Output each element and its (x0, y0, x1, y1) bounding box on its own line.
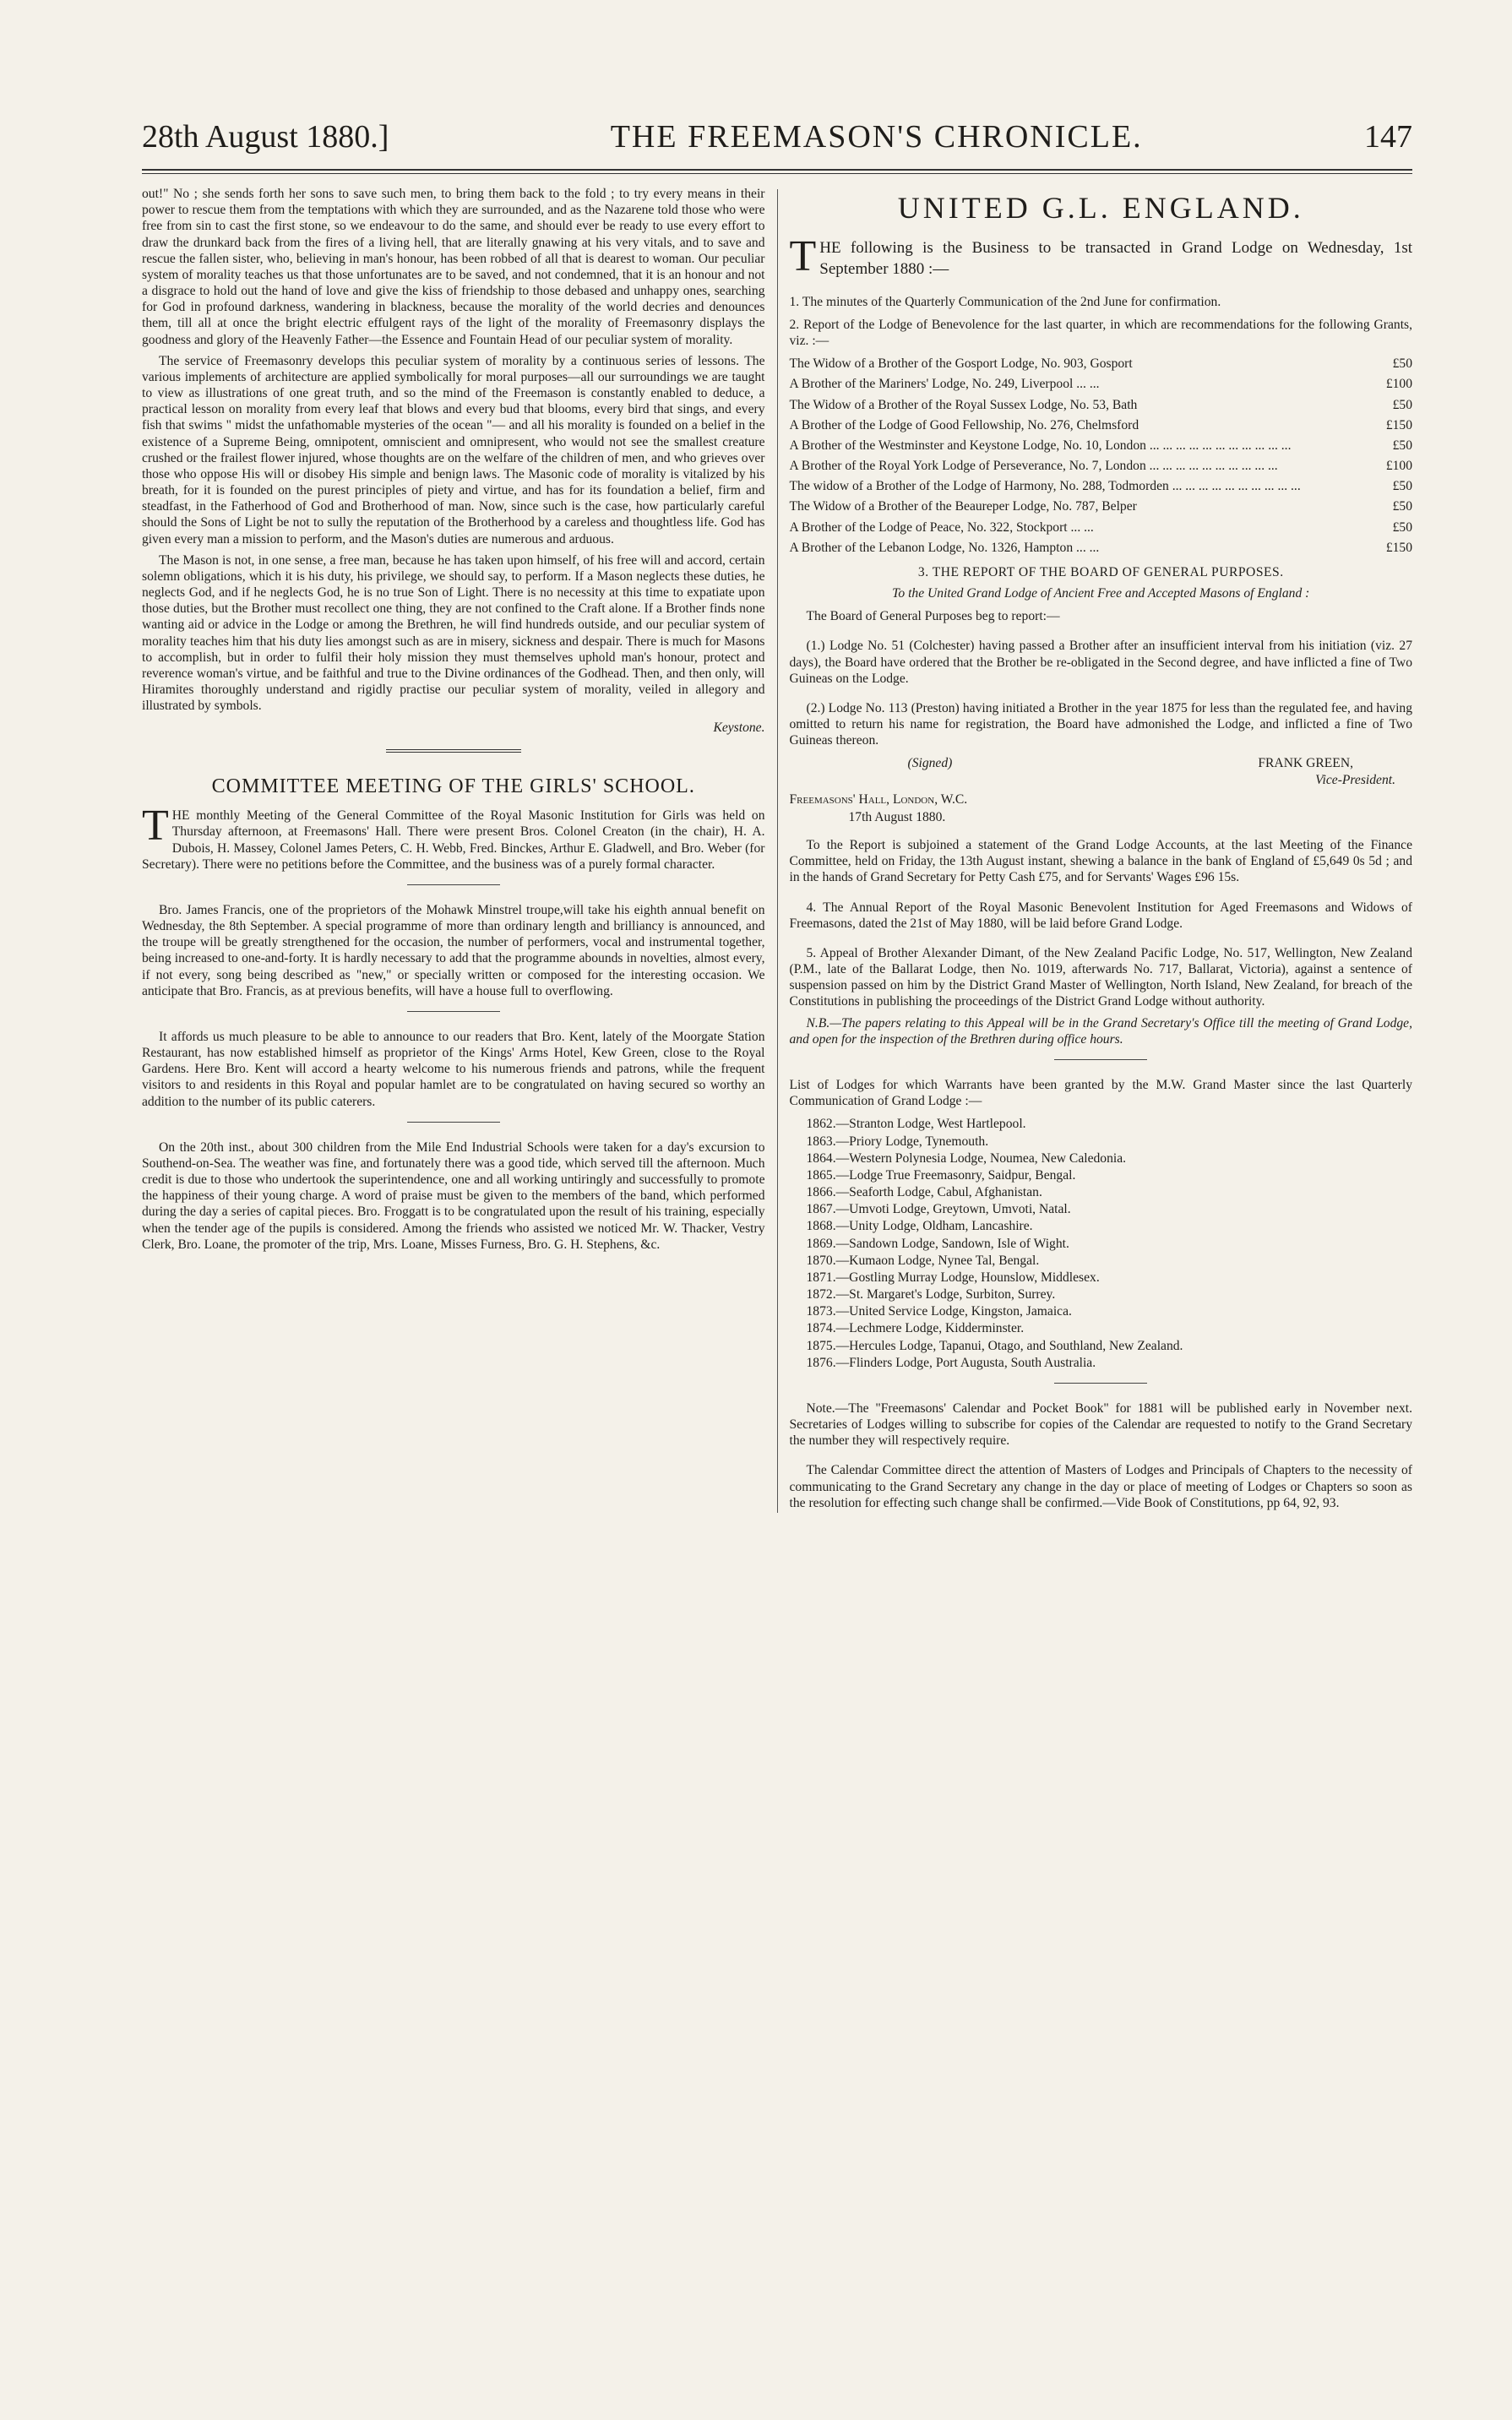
page-number: 147 (1363, 119, 1412, 155)
header-rule (142, 169, 1412, 174)
signed-name: FRANK GREEN, (1258, 756, 1353, 771)
drop-cap: T (789, 232, 817, 281)
article-paragraph: The Mason is not, in one sense, a free man, because he has taken upon himself, of his free will and accord, certain solemn obligations, which it is his duty, his privilege, we should say, to perform. If a Mason neglects these duties, he neglects God, and if he neglects God, he is no true Son of Light. There is no necessity at this time to expatiate upon those duties, but the Brother must recollect one thing, they are not confined to the Craft alone. If a Brother finds none wanting aid or advice in the Lodge or among the Brethren, he will find hundreds outside, and our peculiar system of morality teaches him that his duty lies amongst such as are in misery, sickness and despair. There is much for Masons to accomplish, but in order to fulfil their holy mission they must themselves uphold man's honour, protect and reverence woman's virtue, and be faithful and true to the Divine ordinances of the Godhead. Then, and then only, will Hiramites thoroughly understand and rigidly practise our peculiar system of morality, veiled in allegory and illustrated by symbols. (142, 552, 765, 714)
intro-text: HE following is the Business to be transacted in Grand Lodge on Wednesday, 1st September 1880 :— (819, 239, 1412, 278)
report-date: 17th August 1880. (848, 809, 946, 824)
board-report-item-1: (1.) Lodge No. 51 (Colchester) having passed a Brother after an insufficient interval from his initiation (viz. 27 days), the Board have ordered that the Brother be re-obligated in the Second degree, and have inflicted a fine of Two Guineas on the Lodge. (789, 639, 1412, 686)
list-item: 1863.—Priory Lodge, Tynemouth. (806, 1134, 989, 1149)
board-report-lead: The Board of General Purposes beg to report:— (806, 609, 1060, 624)
section-divider (386, 749, 521, 753)
list-item: 1870.—Kumaon Lodge, Nynee Tal, Bengal. (806, 1253, 1040, 1268)
agenda-item-1: 1. The minutes of the Quarterly Communication of the 2nd June for confirmation. (789, 294, 1221, 309)
grant-row: A Brother of the Lebanon Lodge, No. 1326, Hampton ... ... £150 (789, 540, 1412, 555)
columns (142, 186, 1412, 1516)
agenda-item-2: 2. Report of the Lodge of Benevolence for the last quarter, in which are recommendations for the following Grants, viz. :— (789, 317, 1412, 348)
accounts-paragraph: To the Report is subjoined a statement of the Grand Lodge Accounts, at the last Meeting of the Finance Committee, held on Friday, the 13th August instant, shewing a balance in the bank of England of £5,649 0s 5d ; and in the hands of Grand Secretary for Petty Cash £75, and for Servants' Wages £96 15s. (789, 838, 1412, 885)
board-report-address: To the United Grand Lodge of Ancient Free and Accepted Masons of England : (892, 586, 1310, 601)
grant-row: A Brother of the Lodge of Peace, No. 322, Stockport ... ... £50 (789, 519, 1412, 535)
appeal-note: N.B.—The papers relating to this Appeal will be in the Grand Secretary's Office till the meeting of Grand Lodge, and open for the inspection of the Brethren during office hours. (789, 1015, 1412, 1047)
list-item: 1868.—Unity Lodge, Oldham, Lancashire. (806, 1219, 1033, 1234)
grand-lodge-heading: UNITED G.L. ENGLAND. (897, 191, 1304, 225)
grants-list (790, 356, 1413, 556)
mohawk-paragraph: Bro. James Francis, one of the proprietors of the Mohawk Minstrel troupe,will take his eighth annual benefit on Wednesday, the 8th September. A special programme of more than ordinary length and brilliancy is announced, and the troupe will be greatly strengthened for the occasion, the number of performers, vocal and instrumental together, being increased to one-and-forty. It is hardly necessary to add that the programme abounds in novelties, almost every, if not every, song being described as "new," or specially written or composed for the interesting occasion. We anticipate that Bro. Francis, as at previous benefits, will have a house full to overflowing. (142, 902, 765, 998)
address-line: Freemasons' Hall, London, W.C. (789, 791, 968, 807)
list-item: 1874.—Lechmere Lodge, Kidderminster. (806, 1321, 1025, 1336)
publication-title: THE FREEMASON'S CHRONICLE. (610, 119, 1143, 155)
list-item: 1875.—Hercules Lodge, Tapanui, Otago, and Southland, New Zealand. (806, 1338, 1183, 1353)
grant-row: The Widow of a Brother of the Royal Sussex Lodge, No. 53, Bath £50 (789, 397, 1412, 412)
list-item: 1876.—Flinders Lodge, Port Augusta, South Australia. (806, 1355, 1096, 1370)
kent-paragraph: It affords us much pleasure to be able to announce to our readers that Bro. Kent, lately of the Moorgate Station Restaurant, has now established himself as proprietor of the Kings' Arms Hotel, Kew Green, close to the Royal Gardens. Here Bro. Kent will accord a hearty welcome to his numerous friends and patrons, while the frequent visitors to and residents in this Royal and popular hamlet are to be congratulated on having secured so worthy an addition to the number of its public caterers. (142, 1029, 765, 1109)
mileend-paragraph: On the 20th inst., about 300 children from the Mile End Industrial Schools were taken for a day's excursion to Southend-on-Sea. The weather was fine, and fortunately there was a good tide, which served till the afternoon. Much credit is due to those who undertook the superintendence, one and all working untiringly and successfully to promote the happiness of their young charge. A word of praise must be given to the members of the band, which performed during the day a series of capital pieces. Bro. Froggatt is to be congratulated upon the result of his training, especially when the tender age of the pupils is considered. Among the friends who assisted we noticed Mr. W. Thacker, Vestry Clerk, Bro. Loane, the promoter of the trip, Mrs. Loane, Misses Furness, Bro. G. H. Stephens, &c. (142, 1139, 765, 1252)
section-divider (1054, 1383, 1147, 1384)
article-paragraph: The service of Freemasonry develops this peculiar system of morality by a continuous series of lessons. The various implements of architecture are applied symbolically for moral purposes—all our surroundings we are taught to view as illustrations of one great truth, and so the mind of the Freemason is constantly enabled to deduce, a practical lesson on morality from every leaf that blows and every bud that blooms, every bird that sings, and every fish that swims " midst the unfathomable mysteries of the ocean "— and all his morality is founded on a belief in the existence of a Supreme Being, omnipotent, omniscient and omnipresent, who would not see the smallest creature crushed or the frailest flower injured, whose thoughts are on the welfare of the children of men, and who grieves over those who oppose His will or disobey His simple and benign laws. The Masonic code of morality is vitalized by his breath, for it is founded on the purest principles of piety and virtue, and has for its foundation a belief, firm and steadfast, in the Fatherhood of God and Brotherhood of man. Now, since such is the case, how particularly careful should the Sons of Light be not to sully the reputation of the Brotherhood by a careless and thoughtless life. God has given every man a mission to perform, and the Mason's duties are numerous and arduous. (142, 353, 765, 547)
signed-label: (Signed) (907, 756, 953, 771)
left-column (142, 186, 765, 1516)
column-separator (777, 189, 778, 1513)
committee-text: HE monthly Meeting of the General Committee of the Royal Masonic Institution for Girls was held on Thursday afternoon, at Freemasons' Hall. There were present Bros. Colonel Creaton (in the chair), H. A. Dubois, H. Massey, Colonel James Peters, C. H. Webb, Fred. Binckes, Arthur E. Gladwell, and Bro. Weber (for Secretary). There were no petitions before the Committee, and the business was of a purely formal character. (142, 808, 765, 872)
warrants-intro: List of Lodges for which Warrants have been granted by the M.W. Grand Master since the last Quarterly Communication of Grand Lodge :— (789, 1078, 1412, 1109)
list-item: 1864.—Western Polynesia Lodge, Noumea, New Caledonia. (806, 1150, 1127, 1166)
list-item: 1871.—Gostling Murray Lodge, Hounslow, Middlesex. (806, 1270, 1100, 1285)
agenda-item-4: 4. The Annual Report of the Royal Masonic Benevolent Institution for Aged Freemasons and Widows of Freemasons, dated the 21st of May 1880, will be laid before Grand Lodge. (789, 900, 1412, 931)
grant-row: The Widow of a Brother of the Gosport Lodge, No. 903, Gosport £50 (789, 356, 1412, 372)
grant-row: A Brother of the Westminster and Keystone Lodge, No. 10, London ... ... ... ... ... ... ... ... ... ... ... £50 (789, 438, 1412, 453)
board-report-item-2: (2.) Lodge No. 113 (Preston) having initiated a Brother in the year 1875 for less than the regulated fee, and having omitted to return his name for registration, the Board have admonished the Lodge, and inflicted a fine of Two Guineas thereon. (789, 700, 1412, 748)
signed-title: Vice-President. (1315, 772, 1395, 787)
list-item: 1869.—Sandown Lodge, Sandown, Isle of Wight. (806, 1236, 1069, 1251)
grant-row: A Brother of the Royal York Lodge of Perseverance, No. 7, London ... ... ... ... ... ... ... ... ... ... £100 (789, 459, 1412, 474)
section-divider (1054, 1059, 1147, 1060)
drop-cap: T (142, 802, 169, 851)
article-signature: Keystone. (713, 720, 765, 735)
grant-row: A Brother of the Mariners' Lodge, No. 249, Liverpool ... ... £100 (789, 377, 1412, 392)
issue-date: 28th August 1880.] (142, 119, 389, 155)
section-divider (407, 1011, 500, 1012)
business-intro (789, 232, 1413, 281)
signature-block (790, 755, 1413, 771)
grant-row: The Widow of a Brother of the Beaureper Lodge, No. 787, Belper £50 (789, 499, 1412, 514)
section-divider (407, 884, 500, 885)
grant-row: A Brother of the Lodge of Good Fellowship, No. 276, Chelmsford £150 (789, 417, 1412, 432)
list-item: 1866.—Seaforth Lodge, Cabul, Afghanistan. (806, 1185, 1042, 1200)
list-item: 1867.—Umvoti Lodge, Greytown, Umvoti, Natal. (806, 1202, 1071, 1217)
calendar-committee-paragraph: The Calendar Committee direct the attention of Masters of Lodges and Principals of Chapters to the necessity of communicating to the Grand Secretary any change in the day or place of meeting of Lodges or Chapters so soon as the resolution for effecting such change shall be confirmed.—Vide Book of Constitutions, pp 64, 92, 93. (789, 1463, 1412, 1510)
list-item: 1873.—United Service Lodge, Kingston, Jamaica. (806, 1304, 1072, 1319)
list-item: 1865.—Lodge True Freemasonry, Saidpur, Bengal. (806, 1167, 1076, 1183)
right-column (790, 186, 1413, 1516)
section-divider (407, 1122, 500, 1123)
list-item: 1872.—St. Margaret's Lodge, Surbiton, Surrey. (806, 1287, 1056, 1302)
calendar-note: Note.—The "Freemasons' Calendar and Pocket Book" for 1881 will be published early in November next. Secretaries of Lodges willing to subscribe for copies of the Calendar are requested to notify to the Grand Secretary the number they will respectively require. (789, 1400, 1412, 1449)
article-paragraph: out!" No ; she sends forth her sons to save such men, to bring them back to the fold ; to try every means in their power to rescue them from the temptations with which they are surrounded, and as the Nazarene told those who were free from sin to cast the first stone, so we endeavour to do the same, and should ever be ready to use every effort to draw the drunkard back from the fires of a living hell, that are literally gnawing at his very vitals, and to save and rescue the fallen sister, who, believing in man's honour, has been robbed of all that is dearest to woman. Our peculiar system of morality teaches us that those unfortunates are to be saved, and not condemned, that it is an honour and not a disgrace to hold out the hand of love and give the kiss of friendship to those debased and unhappy ones, searching for God in profound darkness, wandering in blackness, because the morality of the world decries and denounces them, till all at once the bright electric effulgent rays of the light of the morality of Freemasonry displays the goodness and glory of the Heavenly Father—the Essence and Fountain Head of our peculiar system of morality. (142, 187, 765, 347)
agenda-item-5: 5. Appeal of Brother Alexander Dimant, of the New Zealand Pacific Lodge, No. 517, Wellington, New Zealand (P.M., late of the Ballarat Lodge, then No. 1019, afterwards No. 717, Ballarat, Victoria), against a sentence of suspension passed on him by the District Grand Master of Wellington, North Island, New Zealand, for breach of the Constitutions in publishing the proceedings of the District Grand Lodge without authority. (789, 945, 1412, 1009)
masthead (142, 118, 1412, 166)
committee-heading: COMMITTEE MEETING OF THE GIRLS' SCHOOL. (211, 775, 695, 797)
committee-paragraph (142, 802, 765, 873)
board-report-heading: 3. THE REPORT OF THE BOARD OF GENERAL PURPOSES. (917, 564, 1284, 579)
grant-row: The widow of a Brother of the Lodge of Harmony, No. 288, Todmorden ... ... ... ... ... ... ... ... ... ... £50 (789, 479, 1412, 494)
list-item: 1862.—Stranton Lodge, West Hartlepool. (806, 1117, 1026, 1132)
warrants-list (790, 1116, 1413, 1371)
